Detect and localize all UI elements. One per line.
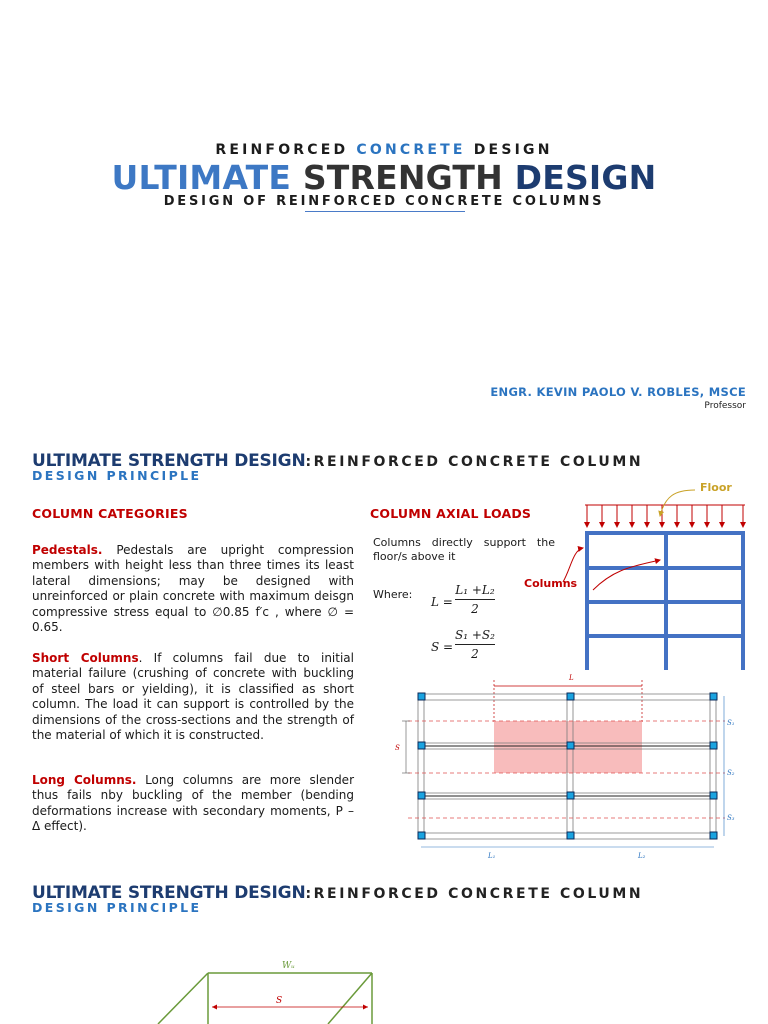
main-title-part1: ULTIMATE	[111, 158, 292, 197]
plan-label-L2: L₂	[638, 852, 646, 860]
short-columns-paragraph: Short Columns. If columns fail due to initial material failure (crushing of concrete with buckling of steel bars or yielding), it is classified as short column. The load it can support is controlled by the dimensions of the cross-sections and the strength of the material of which it is constructed.	[32, 651, 354, 743]
frame-members	[585, 533, 745, 670]
axial-loads-description: Columns directly support the floor/s above it	[373, 536, 555, 563]
author-role: Professor	[704, 401, 746, 411]
dimension-S	[402, 721, 410, 773]
wu-label: Wᵤ	[282, 961, 295, 971]
main-title-part2: STRENGTH	[302, 158, 503, 197]
long-columns-paragraph: Long Columns. Long columns are more slender thus fails nby buckling of the member (bending deformations increase with secondary moments, P – Δ effect).	[32, 773, 355, 834]
floor-plan-diagram	[390, 672, 745, 862]
section-subtitle: DESIGN PRINCIPLE	[32, 468, 202, 483]
main-title-part3: DESIGN	[514, 158, 657, 197]
column-pointer-2	[593, 560, 660, 590]
plan-beams	[418, 694, 716, 839]
column-categories-heading: COLUMN CATEGORIES	[32, 506, 188, 521]
plan-label-S2: S₂	[727, 769, 735, 777]
plan-label-L: L	[569, 674, 574, 682]
plan-label-S3: S₃	[727, 814, 735, 822]
plan-label-S: S	[395, 744, 400, 752]
where-label: Where:	[373, 588, 413, 601]
plan-label-S1: S₁	[727, 719, 735, 727]
frame-load-diagram	[150, 955, 390, 1024]
section-subtitle-2: DESIGN PRINCIPLE	[32, 900, 202, 915]
floor-label: Floor	[700, 481, 732, 494]
plan-label-L1: L₁	[488, 852, 496, 860]
course-title-highlight: CONCRETE	[356, 142, 466, 158]
s-label: S	[276, 996, 283, 1006]
dimension-L	[494, 680, 642, 722]
main-subtitle: DESIGN OF REINFORCED CONCRETE COLUMNS	[163, 194, 605, 209]
section-title-2: ULTIMATE STRENGTH DESIGN:REINFORCED CONCRETE COLUMN	[32, 883, 644, 903]
columns-label: Columns	[524, 577, 578, 590]
course-title: REINFORCED CONCRETE DESIGN	[215, 142, 553, 158]
author-name: ENGR. KEVIN PAOLO V. ROBLES, MSCE	[490, 385, 746, 399]
load-arrows	[584, 505, 746, 528]
column-axial-loads-heading: COLUMN AXIAL LOADS	[370, 506, 532, 521]
subtitle-underline	[305, 211, 465, 212]
main-title	[0, 158, 768, 197]
frame-lines	[158, 973, 372, 1024]
pedestals-paragraph: Pedestals. Pedestals are upright compression members with height less than three times its least lateral dimensions; may be designed with unreinforced or plain concrete with maximum deisgn compressive stress equal to ∅0.85 f′c , where ∅ = 0.65.	[32, 543, 354, 635]
building-frame-diagram	[505, 478, 765, 673]
section-title: ULTIMATE STRENGTH DESIGN:REINFORCED CONCRETE COLUMN	[32, 451, 644, 471]
